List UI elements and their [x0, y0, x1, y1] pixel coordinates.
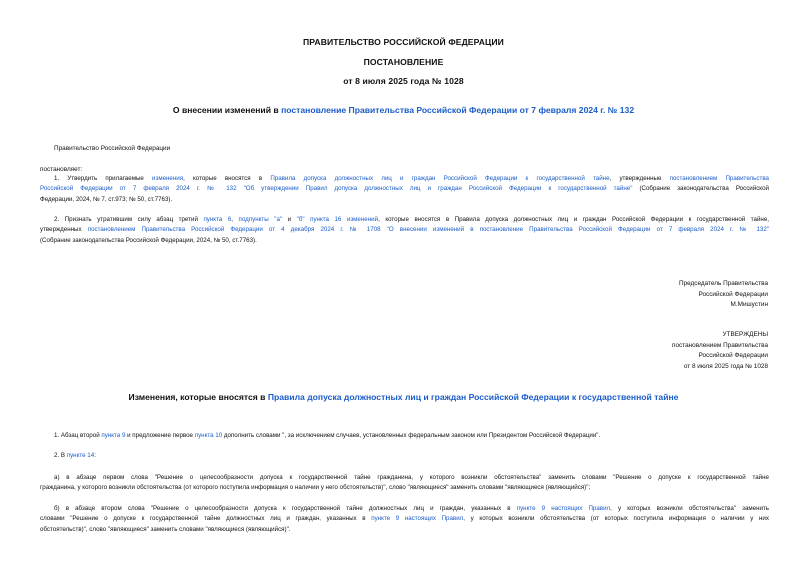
document-title — [0, 105, 807, 115]
signature-block — [679, 279, 768, 311]
signature-title: Председатель Правительства — [679, 280, 768, 287]
approved-label: УТВЕРЖДЕНЫ — [722, 331, 768, 338]
link-point-9[interactable]: пункта 9 — [101, 432, 126, 439]
link-rules[interactable]: Правила допуска должностных лиц и граждан Российской Федерации к государственной тайне — [270, 175, 610, 182]
signature-name: М.Мишустин — [730, 301, 768, 308]
changes-item-1: 1. Абзац второй пункта 9 и предложение первое пункта 10 дополнить словами ", за исключением случаев, установленных федеральным законом или Президентом Российской Федерации". — [54, 432, 601, 439]
link-resolution-132-cont[interactable]: Российской Федерации от 7 февраля 2024 г. № 132 "Об утверждении Правил допуска должностных лиц и граждан Российской Федерации к государственной тайне" — [40, 185, 633, 193]
link-resolution-1708[interactable]: постановлением Правительства Российской Федерации от 4 декабря 2024 г. № 1708 "О внесении изменений в постановление Правительства Российской Федерации от 7 февраля 2024 г. № 132" — [87, 226, 770, 234]
subitem-b: б) в абзаце втором слова "Решение о целесообразности допуска к государственной тайне должностных лиц и граждан, указанных в пункте 9 настоящих Правил, у которых возникли обстоятельства" заменить словами "Решение о допуске к государственной тайне должностных лиц и граждан, указанных в пункте 9 настоящих Правил, у которых возникли обстоятельства (от которых поступила информация о наличии у них обстоятельств)", слово "являющиеся" заменить словами "являющиеся (являющийся)". — [40, 505, 770, 533]
link-point-14[interactable]: пункте 14 — [66, 452, 95, 459]
signature-country: Российской Федерации — [698, 290, 768, 298]
link-subpoint-a[interactable]: подпункты "а" — [238, 216, 283, 223]
changes-item-2: 2. В пункте 14: — [54, 452, 96, 459]
item-1: 1. Утвердить прилагаемые изменения, которые вносятся в Правила допуска должностных лиц и граждан Российской Федерации к государственной тайне, утвержденные постановлением Правительства Российской Федерации от 7 февраля 2024 г. № 132 "Об утверждении Правил допуска должностных лиц и граждан Российской Федерации к государственной тайне" (Собрание законодательства Российской Федерации, 2024, № 7, ст.973; № 50, ст.7763). — [40, 175, 769, 203]
changes-title: Изменения, которые вносятся в Правила допуска должностных лиц и граждан Российской Федерации к государственной тайне — [128, 392, 679, 402]
link-point-10[interactable]: пункта 10 — [194, 432, 223, 439]
link-changes[interactable]: изменения — [152, 175, 184, 182]
link-point-6[interactable]: пункта 6 — [203, 216, 232, 223]
link-point-9-rules-2[interactable]: пункте 9 настоящих Правил — [371, 515, 464, 523]
item-2: 2. Признать утратившим силу абзац третий пункта 6, подпункты "а" и "б" пункта 16 изменений, которые вносятся в Правила допуска должностных лиц и граждан Российской Федерации к государственной тайне, утвержденных постановлением Правительства Российской Федерации от 4 декабря 2024 г. № 1708 "О внесении изменений в постановление Правительства Российской Федерации от 7 февраля 2024 г. № 132" (Собрание законодательства Российской Федерации, 2024, № 50, ст.7763). — [40, 216, 770, 244]
document-date: от 8 июля 2025 года № 1028 — [343, 76, 464, 86]
link-resolution-132[interactable]: постановлением Правительства — [669, 175, 769, 182]
document-type: ПОСТАНОВЛЕНИЕ — [363, 57, 444, 67]
title-link[interactable]: постановление Правительства Российской Федерации от 7 февраля 2024 г. № 132 — [281, 105, 635, 115]
link-point-9-rules[interactable]: пункте 9 настоящих Правил — [516, 505, 611, 512]
changes-title-link[interactable]: Правила допуска должностных лиц и граждан Российской Федерации к государственной тайне — [267, 392, 679, 402]
title-prefix: О внесении изменений в — [172, 105, 282, 115]
subitem-a: а) в абзаце первом слова "Решение о целесообразности допуска к государственной тайне гражданина, у которого возникли обстоятельства" заменить словами "Решение о допуске к государственной тайне гражданина, у которого возникли обстоятельства (от которого поступила информация о наличии у него обстоятельств)", слово "являющиеся" заменить словами "являющиеся (являющийся)"; — [40, 474, 769, 492]
approved-block: УТВЕРЖДЕНЫ постановлением Правительства Российской Федерации от 8 июля 2025 года № 1028 — [672, 331, 768, 370]
government-line: Правительство Российской Федерации — [54, 145, 171, 152]
link-point-16[interactable]: "б" пункта 16 изменений — [296, 216, 379, 223]
government-header: ПРАВИТЕЛЬСТВО РОССИЙСКОЙ ФЕДЕРАЦИИ — [303, 37, 504, 47]
resolves-line: постановляет: — [40, 166, 83, 173]
